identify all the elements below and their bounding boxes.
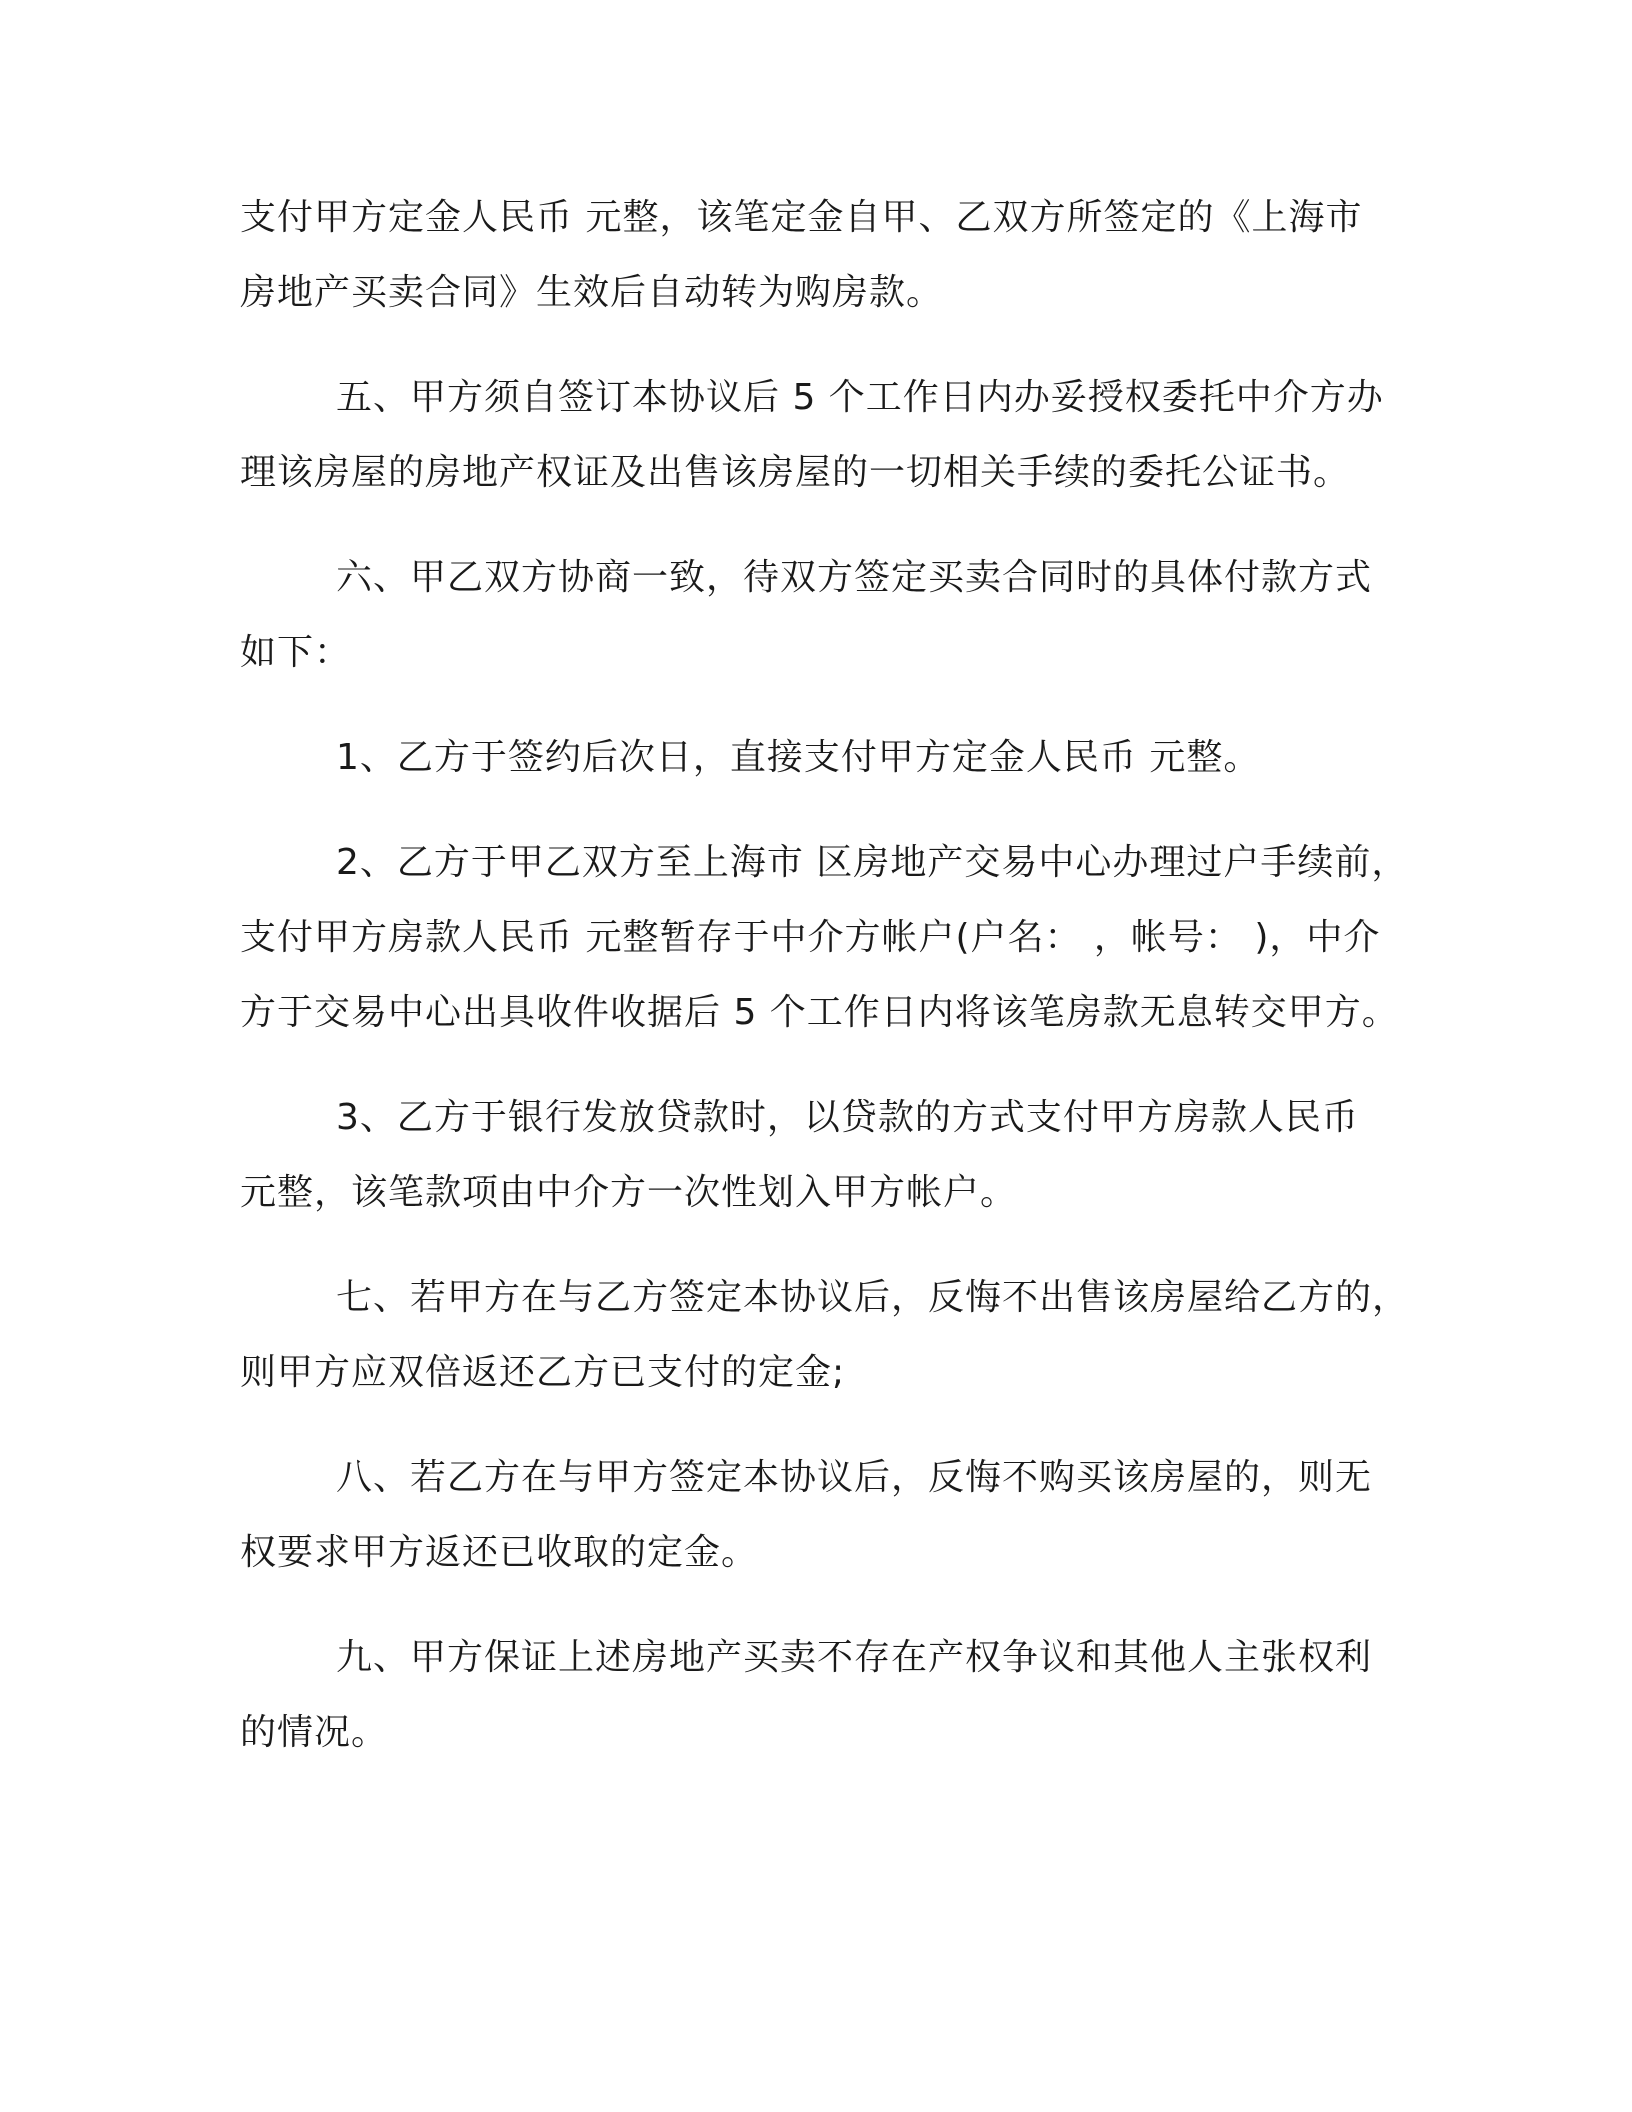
item-2-line-2: 支付甲方房款人民币 元整暂存于中介方帐户(户名： ，帐号： )，中介 xyxy=(240,917,1381,958)
clause-8-line-1: 八、若乙方在与甲方签定本协议后，反悔不购买该房屋的，则无 xyxy=(336,1457,1373,1498)
clause-6-line-1: 六、甲乙双方协商一致，待双方签定买卖合同时的具体付款方式 xyxy=(336,557,1373,598)
clause-5-line-2: 理该房屋的房地产权证及出售该房屋的一切相关手续的委托公证书。 xyxy=(240,452,1351,493)
clause-6-line-2: 如下： xyxy=(240,632,352,673)
item-1-line-1: 1、乙方于签约后次日，直接支付甲方定金人民币 元整。 xyxy=(336,737,1261,778)
clause-9-line-2: 的情况。 xyxy=(240,1712,389,1753)
clause-9-line-1: 九、甲方保证上述房地产买卖不存在产权争议和其他人主张权利 xyxy=(336,1637,1373,1678)
clause-8-line-2: 权要求甲方返还已收取的定金。 xyxy=(240,1532,759,1573)
paragraph-4-line-2: 房地产买卖合同》生效后自动转为购房款。 xyxy=(240,272,944,313)
paragraph-4-line-1: 支付甲方定金人民币 元整，该笔定金自甲、乙双方所签定的《上海市 xyxy=(240,197,1363,238)
item-2-line-1: 2、乙方于甲乙双方至上海市 区房地产交易中心办理过户手续前， xyxy=(336,842,1409,883)
item-3-line-2: 元整，该笔款项由中介方一次性划入甲方帐户。 xyxy=(240,1172,1018,1213)
clause-7-line-1: 七、若甲方在与乙方签定本协议后，反悔不出售该房屋给乙方的， xyxy=(336,1277,1410,1318)
clause-7-line-2: 则甲方应双倍返还乙方已支付的定金; xyxy=(240,1352,846,1393)
clause-5-line-1: 五、甲方须自签订本协议后 5 个工作日内办妥授权委托中介方办 xyxy=(336,377,1384,418)
item-2-line-3: 方于交易中心出具收件收据后 5 个工作日内将该笔房款无息转交甲方。 xyxy=(240,992,1399,1033)
item-3-line-1: 3、乙方于银行发放贷款时，以贷款的方式支付甲方房款人民币 xyxy=(336,1097,1359,1138)
